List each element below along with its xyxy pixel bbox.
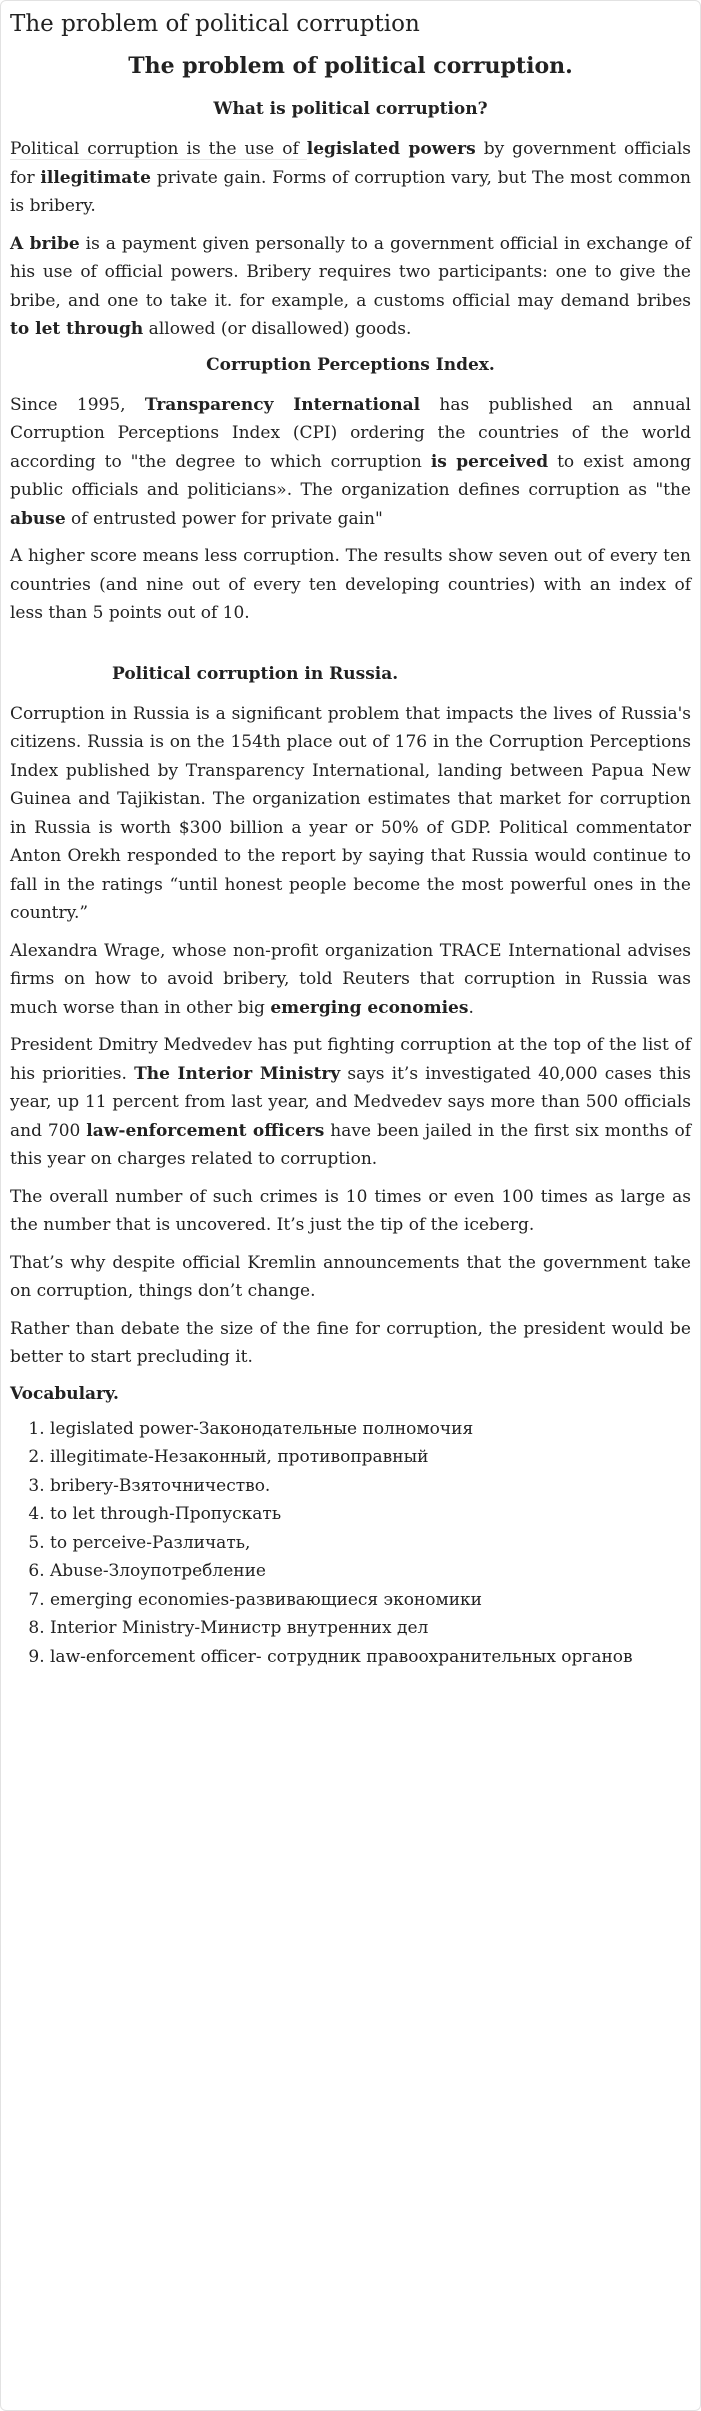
text-run: .	[468, 997, 474, 1018]
text-run: President Dmitry Medvedev has put fighting corruption at the top of the list of his priorities.	[10, 1035, 691, 1084]
paragraph-fine: Rather than debate the size of the fine for corruption, the president would be better to start precluding it.	[10, 1318, 691, 1367]
term-transparency-international: Transparency International	[144, 394, 421, 415]
list-item: 9. law-enforcement officer- сотрудник правоохранительных органов	[50, 1643, 691, 1672]
list-item: 5. to perceive-Различать,	[50, 1529, 691, 1558]
term-to-let-through: to let through	[10, 319, 144, 339]
term-is-perceived: is perceived	[430, 451, 549, 472]
text-run: by government officials for	[10, 139, 691, 188]
text-run: is a payment given personally to a government official in exchange of his use of official powers. Bribery requires two participants: one to give the bribe, and one to take it. for example, a customs official may demand bribes	[10, 233, 691, 311]
paragraph-definition	[10, 135, 691, 221]
text-run: has published an annual Corruption Perceptions Index (CPI) ordering the countries of the world according to "the degree to which corruption	[10, 394, 691, 472]
vocabulary-list	[10, 1415, 691, 1672]
paragraph-cpi	[10, 391, 691, 534]
text-run: to exist among public officials and politicians». The organization defines corruption as "the	[10, 451, 691, 500]
term-illegitimate: illegitimate	[40, 167, 151, 188]
text-run: of entrusted power for private gain"	[65, 508, 383, 529]
section-heading-russia: Political corruption in Russia.	[112, 663, 399, 684]
list-item: 6. Abuse-Злоупотребление	[50, 1557, 691, 1586]
text-run: says it’s investigated 40,000 cases this year, up 11 percent from last year, and Medvedev says more than 500 officials and 700	[10, 1063, 691, 1141]
article-heading: The problem of political corruption.	[128, 53, 573, 79]
list-item: 4. to let through-Пропускать	[50, 1500, 691, 1529]
list-item: 2. illegitimate-Незаконный, противоправный	[50, 1443, 691, 1472]
term-legislated-powers: legislated powers	[306, 139, 476, 159]
text-run: have been jailed in the first six months of this year on charges related to corruption.	[10, 1120, 691, 1169]
term-interior-ministry: The Interior Ministry	[134, 1063, 341, 1084]
text-run: Political corruption is the use of	[10, 139, 307, 159]
vocabulary-title: Vocabulary.	[10, 1383, 119, 1404]
page-title: The problem of political corruption	[10, 11, 420, 37]
list-item: 8. Interior Ministry-Министр внутренних дел	[50, 1614, 691, 1643]
paragraph-kremlin: That’s why despite official Kremlin announcements that the government take on corruption, things don’t change.	[10, 1252, 691, 1301]
list-item: 7. emerging economies-развивающиеся экономики	[50, 1586, 691, 1615]
text-run: Since 1995,	[10, 394, 145, 415]
paragraph-bribe	[10, 230, 691, 344]
section-heading-cpi: Corruption Perceptions Index.	[206, 354, 495, 375]
paragraph-wrage	[10, 937, 691, 1023]
paragraph-score: A higher score means less corruption. The results show seven out of every ten countries (and nine out of every ten developing countries) with an index of less than 5 points out of 10.	[10, 546, 691, 623]
list-item: 3. bribery-Взяточничество.	[50, 1472, 691, 1501]
text-run: Alexandra Wrage, whose non-profit organization TRACE International advises firms on how to avoid bribery, told Reuters that corruption in Russia was much worse than in other big	[10, 940, 691, 1018]
paragraph-iceberg: The overall number of such crimes is 10 times or even 100 times as large as the number that is uncovered. It’s just the tip of the iceberg.	[10, 1186, 691, 1235]
term-emerging-economies: emerging economies	[270, 997, 469, 1018]
term-a-bribe: A bribe	[10, 233, 80, 254]
term-law-enforcement-officers: law-enforcement officers	[86, 1120, 325, 1141]
paragraph-medvedev	[10, 1031, 691, 1174]
list-item: 1. legislated power-Законодательные полномочия	[50, 1415, 691, 1444]
text-run: private gain. Forms of corruption vary, but The most common is bribery.	[10, 167, 692, 216]
term-abuse: abuse	[10, 508, 66, 529]
text-run: allowed (or disallowed) goods.	[143, 319, 412, 339]
paragraph-russia: Corruption in Russia is a significant problem that impacts the lives of Russia's citizens. Russia is on the 154th place out of 176 in the Corruption Perceptions Index published by Transparency International, landing between Papua New Guinea and Tajikistan. The organization estimates that market for corruption in Russia is worth $300 billion a year or 50% of GDP. Political commentator Anton Orekh responded to the report by saying that Russia would continue to fall in the ratings “until honest people become the most powerful ones in the country.”	[10, 703, 691, 923]
section-heading-what-is: What is political corruption?	[213, 99, 488, 119]
